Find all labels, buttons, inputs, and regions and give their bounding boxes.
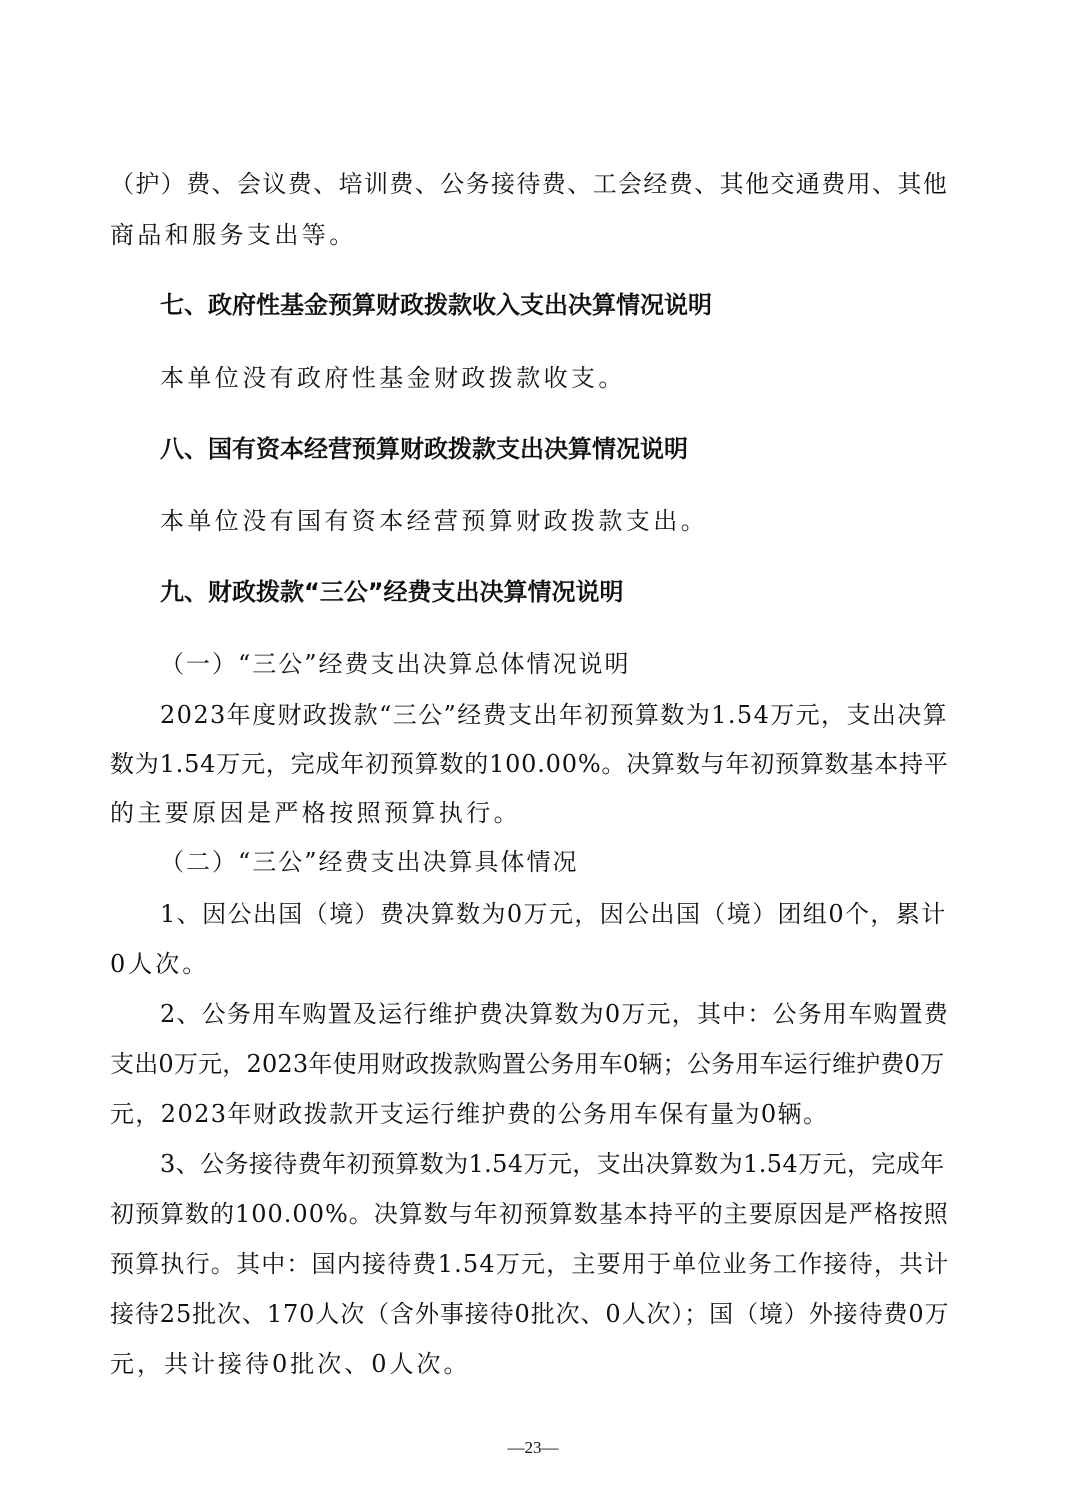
body-line: 商品和服务支出等。	[110, 221, 357, 249]
body-line: 本单位没有政府性基金财政拨款收支。	[160, 364, 626, 392]
section-heading-7: 七、政府性基金预算财政拨款收入支出决算情况说明	[160, 291, 712, 319]
body-line: 接待25批次、170人次（含外事接待0批次、0人次）；国（境）外接待费0万	[110, 1300, 950, 1328]
body-line: 元，共计接待0批次、0人次。	[110, 1350, 471, 1378]
section-heading-9: 九、财政拨款“三公”经费支出决算情况说明	[160, 578, 624, 606]
body-line: 2、公务用车购置及运行维护费决算数为0万元，其中：公务用车购置费	[160, 1000, 949, 1028]
body-line: 3、公务接待费年初预算数为1.54万元，支出决算数为1.54万元，完成年	[160, 1150, 945, 1178]
body-line: 支出0万元，2023年使用财政拨款购置公务用车0辆；公务用车运行维护费0万	[110, 1050, 945, 1078]
body-line: 本单位没有国有资本经营预算财政拨款支出。	[160, 507, 708, 535]
section-heading-8: 八、国有资本经营预算财政拨款支出决算情况说明	[160, 435, 688, 463]
page-number: —23—	[507, 1438, 559, 1457]
body-line: 0人次。	[110, 950, 210, 978]
body-line: 初预算数的100.00%。决算数与年初预算数基本持平的主要原因是严格按照	[110, 1200, 949, 1228]
subsection-heading-1: （一）“三公”经费支出决算总体情况说明	[160, 650, 631, 678]
body-line: 1、因公出国（境）费决算数为0万元，因公出国（境）团组0个，累计	[160, 900, 947, 928]
subsection-heading-2: （二）“三公”经费支出决算具体情况	[160, 848, 579, 876]
body-line: 元，2023年财政拨款开支运行维护费的公务用车保有量为0辆。	[110, 1100, 829, 1128]
body-line: 2023年度财政拨款“三公”经费支出年初预算数为1.54万元，支出决算	[160, 701, 949, 729]
body-line: 预算执行。其中：国内接待费1.54万元，主要用于单位业务工作接待，共计	[110, 1250, 950, 1278]
body-line: 的主要原因是严格按照预算执行。	[110, 799, 521, 827]
body-line: （护）费、会议费、培训费、公务接待费、工会经费、其他交通费用、其他	[110, 170, 949, 198]
body-line: 数为1.54万元，完成年初预算数的100.00%。决算数与年初预算数基本持平	[110, 750, 949, 778]
